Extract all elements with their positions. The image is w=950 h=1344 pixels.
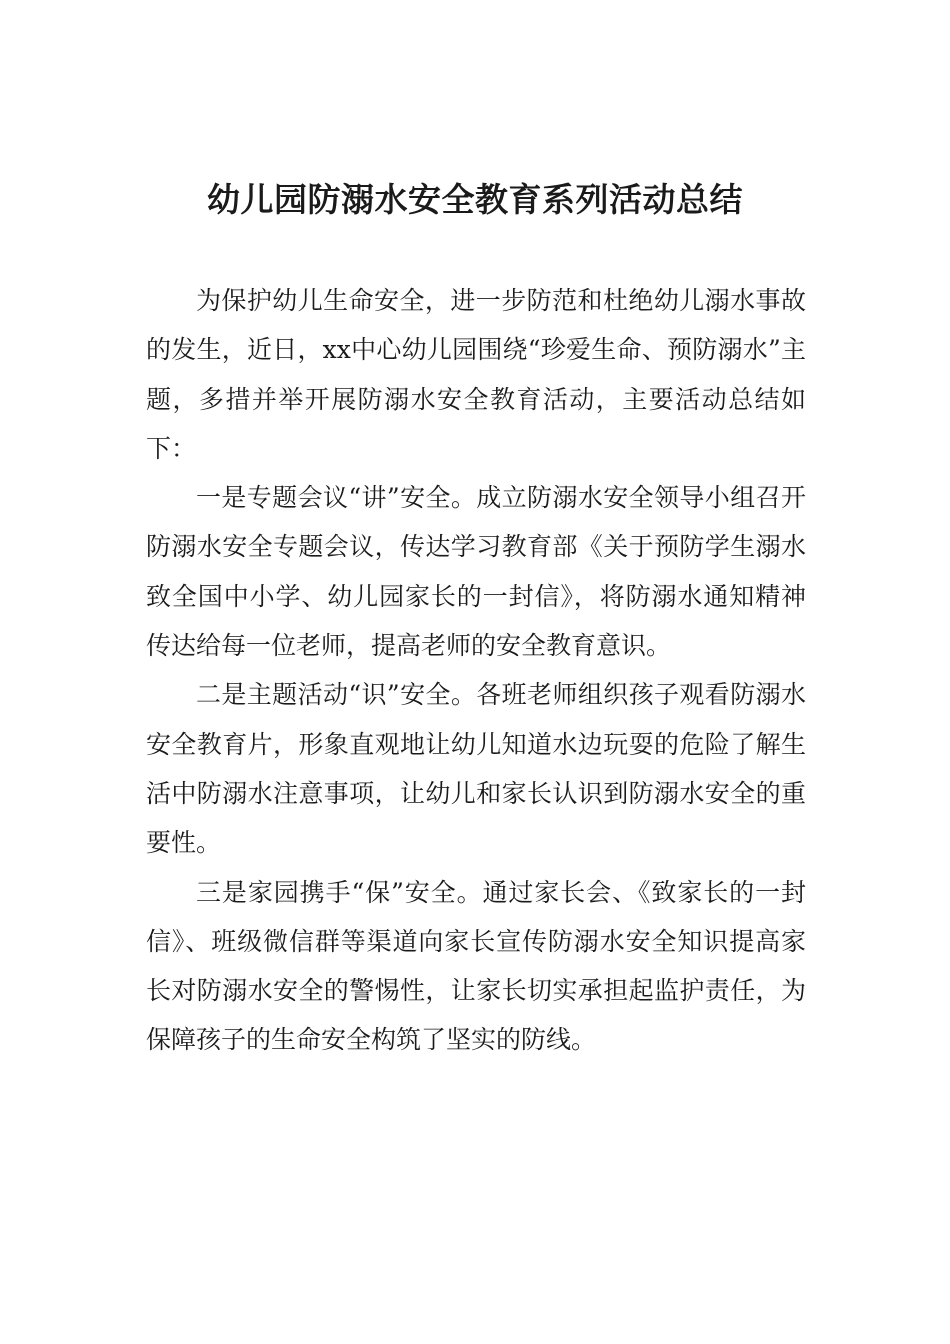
paragraph-activity: 二是主题活动“识”安全。各班老师组织孩子观看防溺水安全教育片，形象直观地让幼儿知道水边玩耍的危险了解生活中防溺水注意事项，让幼儿和家长认识到防溺水安全的重要性。: [146, 680, 806, 858]
document-title: 幼儿园防溺水安全教育系列活动总结: [207, 180, 743, 219]
paragraph-intro: 为保护幼儿生命安全，进一步防范和杜绝幼儿溺水事故的发生，近日，xx中心幼儿园围绕“珍爱生命、预防溺水”主题，多措并举开展防溺水安全教育活动，主要活动总结如下：: [146, 286, 806, 463]
paragraph-meeting: 一是专题会议“讲”安全。成立防溺水安全领导小组召开防溺水安全专题会议，传达学习教育部《关于预防学生溺水致全国中小学、幼儿园家长的一封信》，将防溺水通知精神传达给每一位老师，提高老师的安全教育意识。: [146, 483, 806, 661]
document-body: [146, 276, 806, 1065]
paragraph-home-school: 三是家园携手“保”安全。通过家长会、《致家长的一封信》、班级微信群等渠道向家长宣传防溺水安全知识提高家长对防溺水安全的警惕性，让家长切实承担起监护责任，为保障孩子的生命安全构筑了坚实的防线。: [146, 877, 806, 1055]
